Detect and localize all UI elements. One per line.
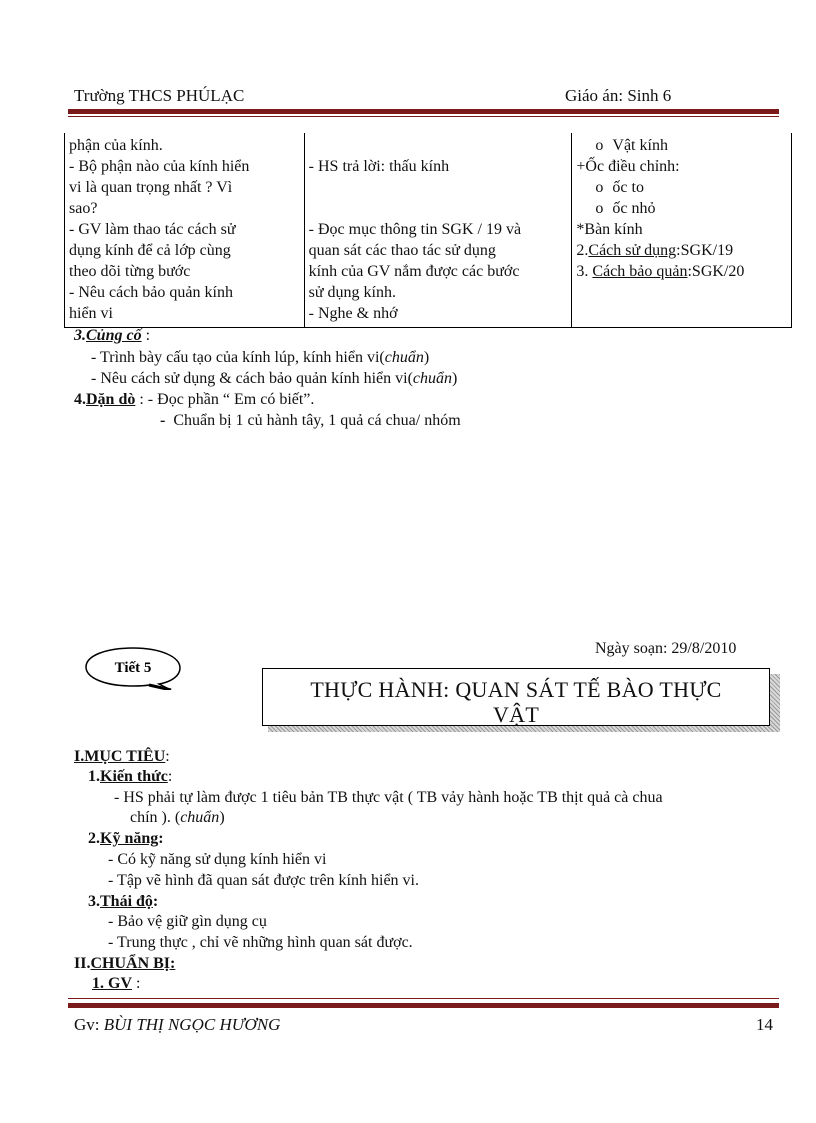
col2-line: kính của GV nắm được các bước (308, 263, 520, 280)
footer-teacher: Gv: BÙI THỊ NGỌC HƯƠNG (74, 1015, 281, 1034)
lesson-number-label: Tiết 5 (114, 660, 152, 676)
col3-line: o ốc nhỏ (576, 198, 787, 219)
dan-do-line: - Chuẩn bị 1 củ hành tây, 1 quả cá chua/ nhóm (160, 412, 461, 429)
circle-bullet-icon: o (595, 200, 604, 217)
col1-line: - Bộ phận nào của kính hiển (69, 158, 250, 175)
student-activity-cell (304, 133, 572, 328)
cung-co-line: - Trình bày cấu tạo của kính lúp, kính hiển vi(chuẩn) (91, 349, 430, 366)
circle-bullet-icon: o (595, 179, 604, 196)
gv-heading: 1. GV : (92, 975, 141, 992)
col3-line: 3. Cách bảo quản:SGK/20 (576, 263, 745, 280)
thai-do-heading: 3.Thái độ: (88, 893, 159, 910)
circle-bullet-icon: o (595, 137, 604, 154)
header-rule-thin (68, 116, 779, 117)
col2-line: - HS trả lời: thấu kính (308, 158, 450, 175)
lesson-title-box (262, 668, 770, 726)
page-number: 14 (756, 1015, 773, 1034)
col1-line: vi là quan trọng nhất ? Vì (69, 179, 233, 196)
footer-rule (68, 1003, 779, 1008)
table-row (65, 133, 792, 328)
cung-co-line: - Nêu cách sử dụng & cách bảo quản kính hiển vi(chuẩn) (91, 370, 458, 387)
header-rule (68, 109, 779, 114)
dan-do-heading: 4.Dặn dò : - Đọc phần “ Em có biết”. (74, 391, 315, 408)
col1-line: - Nêu cách bảo quản kính (69, 284, 233, 301)
col2-line: - Nghe & nhớ (308, 305, 398, 322)
col1-line: hiển vi (69, 305, 113, 322)
col2-line: quan sát các thao tác sử dụng (308, 242, 496, 259)
date-prepared: Ngày soạn: 29/8/2010 (595, 640, 737, 657)
col3-line: 2.Cách sử dụng:SGK/19 (576, 242, 734, 259)
col1-line: dụng kính để cả lớp cùng (69, 242, 231, 259)
col3-line: +Ốc điều chỉnh: (576, 158, 680, 175)
col1-line: sao? (69, 200, 98, 217)
lesson-title: THỰC HÀNH: QUAN SÁT TẾ BÀO THỰC VẬT (310, 677, 722, 727)
header-subject: Giáo án: Sinh 6 (565, 86, 672, 105)
col3-line: o Vật kính (576, 135, 787, 156)
col2-line: sử dụng kính. (308, 284, 396, 301)
ky-nang-line: - Tập vẽ hình đã quan sát được trên kính hiển vi. (108, 872, 419, 889)
footer-rule-thin (68, 998, 779, 999)
content-cell (572, 133, 792, 328)
ky-nang-line: - Có kỹ năng sử dụng kính hiển vi (108, 851, 327, 868)
col3-line: *Bàn kính (576, 221, 643, 238)
thai-do-line: - Trung thực , chỉ vẽ những hình quan sát được. (108, 934, 413, 951)
col1-line: - GV làm thao tác cách sử (69, 221, 236, 238)
teacher-activity-cell (65, 133, 305, 328)
col2-line: - Đọc mục thông tin SGK / 19 và (308, 221, 522, 238)
chuan-bi-heading: II.CHUẨN BỊ: (74, 955, 176, 972)
col1-line: phận của kính. (69, 137, 163, 154)
col1-line: theo dõi từng bước (69, 263, 191, 280)
thai-do-line: - Bảo vệ giữ gìn dụng cụ (108, 913, 267, 930)
col3-line: o ốc to (576, 177, 787, 198)
header-school: Trường THCS PHÚLẠC (74, 86, 245, 105)
muc-tieu-heading: I.MỤC TIÊU: (74, 748, 170, 765)
lesson-table (64, 133, 792, 328)
cung-co-heading: 3.Củng cố : (74, 327, 151, 344)
ky-nang-heading: 2.Kỹ năng: (88, 830, 164, 847)
kien-thuc-line: chín ). (chuẩn) (130, 809, 225, 826)
kien-thuc-heading: 1.Kiến thức: (88, 768, 173, 785)
lesson-number-bubble (83, 645, 183, 690)
kien-thuc-line: - HS phải tự làm được 1 tiêu bản TB thực vật ( TB vảy hành hoặc TB thịt quả cà chua (114, 789, 663, 806)
